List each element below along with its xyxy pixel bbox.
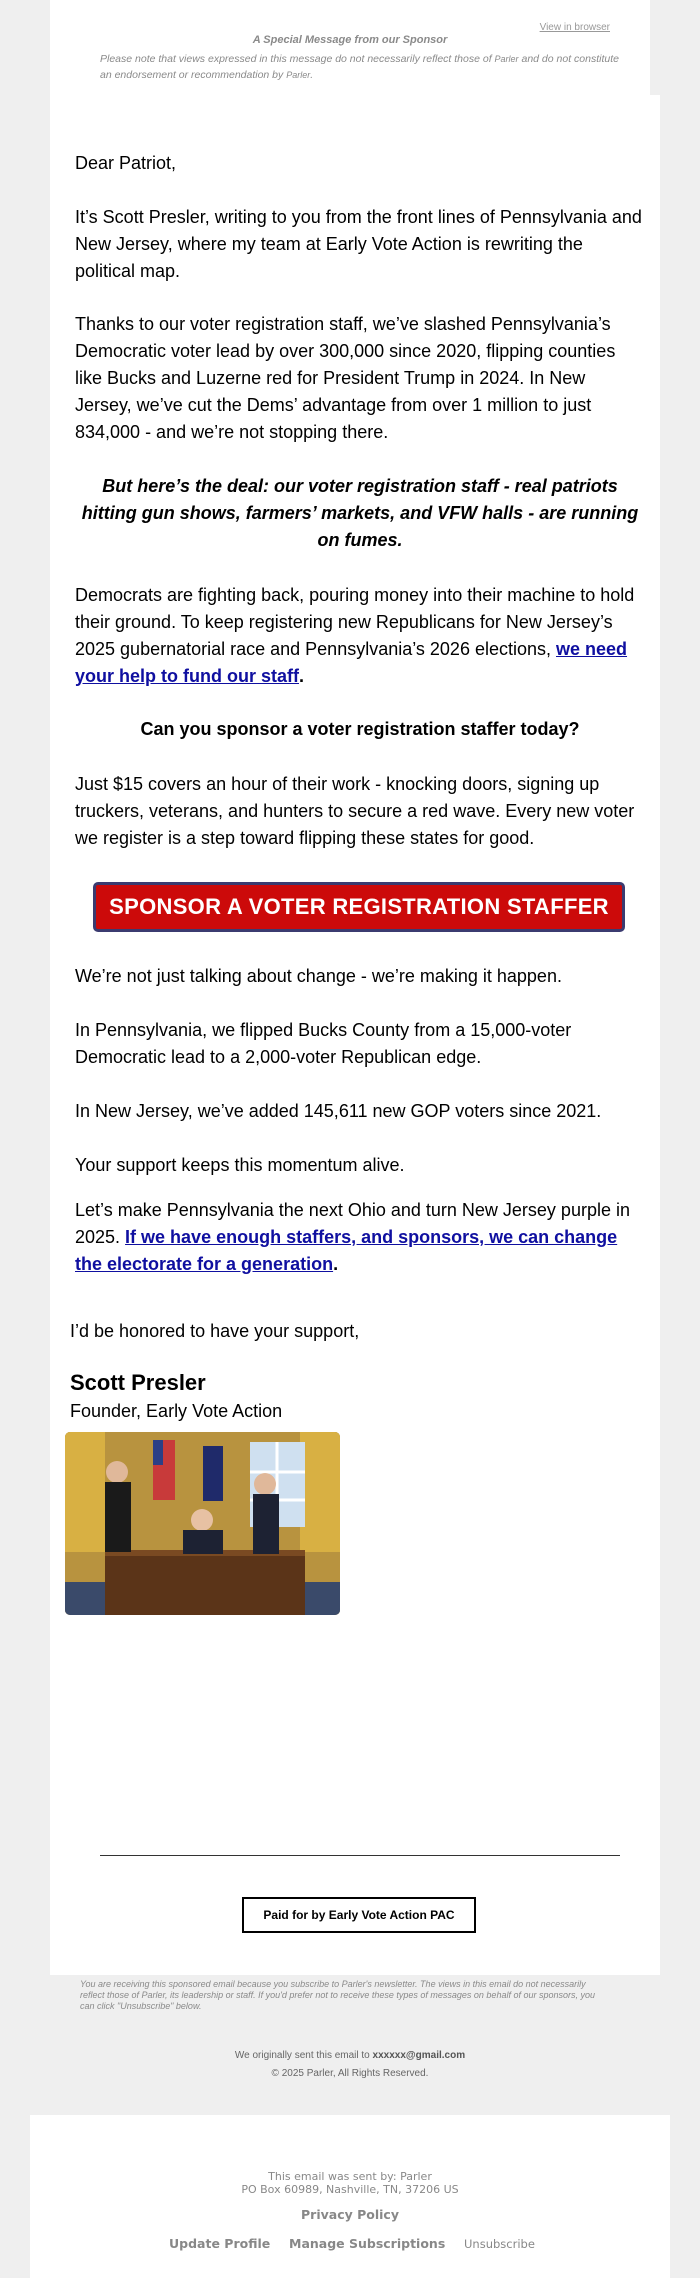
update-profile-link[interactable]: Update Profile: [169, 2236, 271, 2251]
sponsor-question: Can you sponsor a voter registration staffer today?: [140, 719, 580, 739]
paragraph-pennsylvania: In Pennsylvania, we flipped Bucks County from a 15,000-voter Democratic lead to a 2,000-voter Republican edge.: [75, 1020, 572, 1067]
goal-text: Let’s make Pennsylvania the next Ohio and turn New Jersey purple in 2025.: [75, 1200, 630, 1247]
unsubscribe-link[interactable]: Unsubscribe: [464, 2237, 535, 2251]
disclaimer-brand-2: Parler: [286, 70, 311, 80]
paragraph-new-jersey: In New Jersey, we’ve added 145,611 new GOP voters since 2021.: [75, 1101, 602, 1121]
paragraph-cost: Just $15 covers an hour of their work - knocking doors, signing up truckers, veterans, and hunters to secure a red wave. Every new voter we register is a step toward flipping these states for good.: [75, 774, 635, 848]
signature-name: Scott Presler: [70, 1370, 206, 1395]
sent-to-text: We originally sent this email to: [234, 2050, 373, 2061]
disclaimer-brand-1: Parler: [494, 54, 519, 64]
electorate-link[interactable]: If we have enough staffers, and sponsors, we can change the electorate for a generation: [75, 1227, 618, 1274]
paragraph-goal: [75, 1197, 645, 1278]
sponsor-disclaimer: [100, 51, 620, 83]
disclaimer-text-3: .: [310, 69, 314, 81]
view-in-browser-link[interactable]: View in browser: [539, 22, 610, 33]
paragraph-appeal: [75, 582, 645, 690]
body-right-edge: [650, 95, 660, 1975]
copyright: © 2025 Parler, All Rights Reserved.: [271, 2068, 429, 2079]
paid-for-disclaimer: Paid for by Early Vote Action PAC: [242, 1897, 476, 1933]
privacy-policy-link[interactable]: Privacy Policy: [301, 2207, 399, 2222]
greeting: Dear Patriot,: [75, 153, 177, 173]
sponsor-staffer-button[interactable]: SPONSOR A VOTER REGISTRATION STAFFER: [93, 882, 625, 932]
closing: I’d be honored to have your support,: [70, 1321, 360, 1341]
photo-illustration: [65, 1432, 340, 1615]
goal-end: .: [333, 1254, 339, 1274]
sent-by: This email was sent by: Parler: [268, 2170, 432, 2183]
oval-office-photo: [65, 1432, 340, 1615]
postal-address: PO Box 60989, Nashville, TN, 37206 US: [241, 2183, 459, 2196]
appeal-end: .: [298, 666, 304, 686]
manage-subscriptions-link[interactable]: Manage Subscriptions: [289, 2236, 446, 2251]
paragraph-change: We’re not just talking about change - we’re making it happen.: [75, 966, 562, 986]
appeal-text: Democrats are fighting back, pouring money into their machine to hold their ground. To keep registering new Republicans for New Jersey’s 2025 gubernatorial race and Pennsylvania’s 2026 elections,: [75, 585, 635, 659]
esp-footer: [30, 2115, 670, 2278]
footer-divider: [100, 1855, 620, 1856]
sponsor-header: [50, 0, 650, 95]
signature-title: Founder, Early Vote Action: [70, 1401, 283, 1421]
disclaimer-text-2: and do not constitute an endorsement or recommendation by: [100, 53, 619, 81]
special-message-title: A Special Message from our Sponsor: [252, 34, 448, 46]
paragraph-emphasis: But here’s the deal: our voter registration staff - real patriots hitting gun shows, farmers’ markets, and VFW halls - are running on fumes.: [81, 476, 639, 550]
recipient-email: xxxxxx@gmail.com: [372, 2050, 466, 2061]
disclaimer-text-1: Please note that views expressed in this message do not necessarily reflect those of: [100, 53, 495, 65]
paragraph-momentum: Your support keeps this momentum alive.: [75, 1155, 405, 1175]
paragraph-intro: It’s Scott Presler, writing to you from the front lines of Pennsylvania and New Jersey, where my team at Early Vote Action is rewriting the political map.: [75, 207, 642, 281]
subscription-notice: You are receiving this sponsored email because you subscribe to Parler's newsletter. The views in this email do not necessarily reflect those of Parler, its leadership or staff. If you'd prefer not to receive these types of messages on behalf of our sponsors, you can click "Unsubscribe" below.: [80, 1979, 595, 2011]
sent-to-line: [50, 2050, 650, 2061]
fund-staff-link[interactable]: we need your help to fund our staff: [75, 639, 628, 686]
paragraph-results: Thanks to our voter registration staff, we’ve slashed Pennsylvania’s Democratic voter lead by over 300,000 since 2020, flipping counties like Bucks and Luzerne red for President Trump in 2024. In New Jersey, we’ve cut the Dems’ advantage from over 1 million to just 834,000 - and we’re not stopping there.: [75, 314, 616, 442]
